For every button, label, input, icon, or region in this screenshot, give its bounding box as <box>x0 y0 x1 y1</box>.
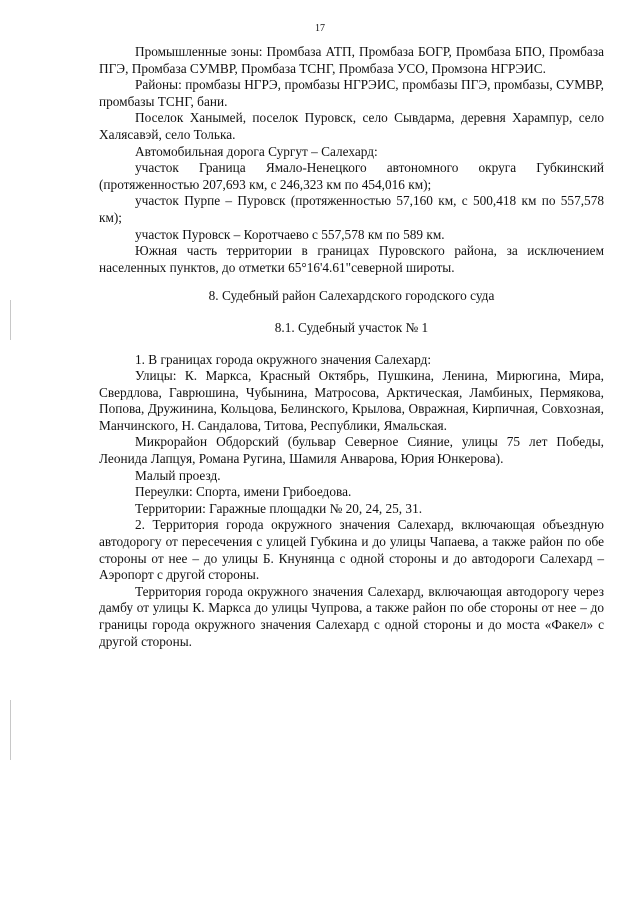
paragraph-bypass-road: 2. Территория города окружного значения Салехард, включающая объездную автодорогу от пересечения с улицей Губкина и до улицы Чапаева, а также район по обе стороны от нее – до улицы Б. Кнунянца с одной стороны и до автодороги Салехард – Аэропорт с другой стороны. <box>99 517 604 583</box>
paragraph-territories: Территории: Гаражные площадки № 20, 24, 25, 31. <box>135 500 423 516</box>
paragraph-dam-road: Территория города окружного значения Салехард, включающая автодорогу через дамбу от улицы К. Маркса до улицы Чупрова, а также район по обе стороны от нее – до границы города окружного значения Салехард с одной стороны и до моста «Факел» с другой стороны. <box>99 583 604 649</box>
paragraph-settlements: Поселок Ханымей, поселок Пуровск, село Сывдарма, деревня Харампур, село Халясавэй, село Толька. <box>99 110 604 142</box>
paragraph-highway: Автомобильная дорога Сургут – Салехард: <box>135 143 378 159</box>
scan-edge-mark <box>10 700 11 760</box>
section-heading-precinct: 8.1. Судебный участок № 1 <box>274 319 429 335</box>
page-number: 17 <box>315 23 325 34</box>
document-body <box>99 44 604 650</box>
paragraph-microdistrict: Микрорайон Обдорский (бульвар Северное Сияние, улицы 75 лет Победы, Леонида Лапцуя, Романа Ругина, Шамиля Анварова, Юрия Юнкерова). <box>99 434 604 467</box>
paragraph-segment-korotchaevo: участок Пуровск – Коротчаево с 557,578 км по 589 км. <box>135 226 445 242</box>
paragraph-lanes: Переулки: Спорта, имени Грибоедова. <box>135 484 352 500</box>
section-heading-district: 8. Судебный район Салехардского городского суда <box>208 288 495 304</box>
paragraph-passage: Малый проезд. <box>135 467 221 483</box>
paragraph-streets: Улицы: К. Маркса, Красный Октябрь, Пушкина, Ленина, Мирюгина, Мира, Свердлова, Гаврюшина, Чубынина, Матросова, Арктическая, Ламбиных, Пермякова, Попова, Дружинина, Кольцова, Белинского, Крылова, Овражная, Кирпичная, Совхозная, Манчинского, Н. Сандалова, Титова, Республики, Ямальская. <box>99 368 604 433</box>
paragraph-districts: Районы: промбазы НГРЭ, промбазы НГРЭИС, промбазы ПГЭ, промбазы, СУМВР, промбазы ТСНГ, бани. <box>99 77 604 109</box>
paragraph-segment-purpe: участок Пурпе – Пуровск (протяженностью 57,160 км, с 500,418 км по 557,578 км); <box>99 193 604 225</box>
paragraph-city-bounds: 1. В границах города окружного значения Салехард: <box>135 351 432 367</box>
scan-edge-mark <box>10 300 11 340</box>
paragraph-industrial-zones: Промышленные зоны: Промбаза АТП, Промбаза БОГР, Промбаза БПО, Промбаза ПГЭ, Промбаза СУМВР, Промбаза ТСНГ, Промбаза УСО, Промзона НГРЭИС. <box>99 44 604 76</box>
paragraph-southern-part: Южная часть территории в границах Пуровского района, за исключением населенных пунктов, до отметки 65°16'4.61"северной широты. <box>99 243 604 275</box>
paragraph-segment-gubkinsky: участок Граница Ямало-Ненецкого автономного округа Губкинский (протяженностью 207,693 км, с 246,323 км по 454,016 км); <box>99 160 604 192</box>
